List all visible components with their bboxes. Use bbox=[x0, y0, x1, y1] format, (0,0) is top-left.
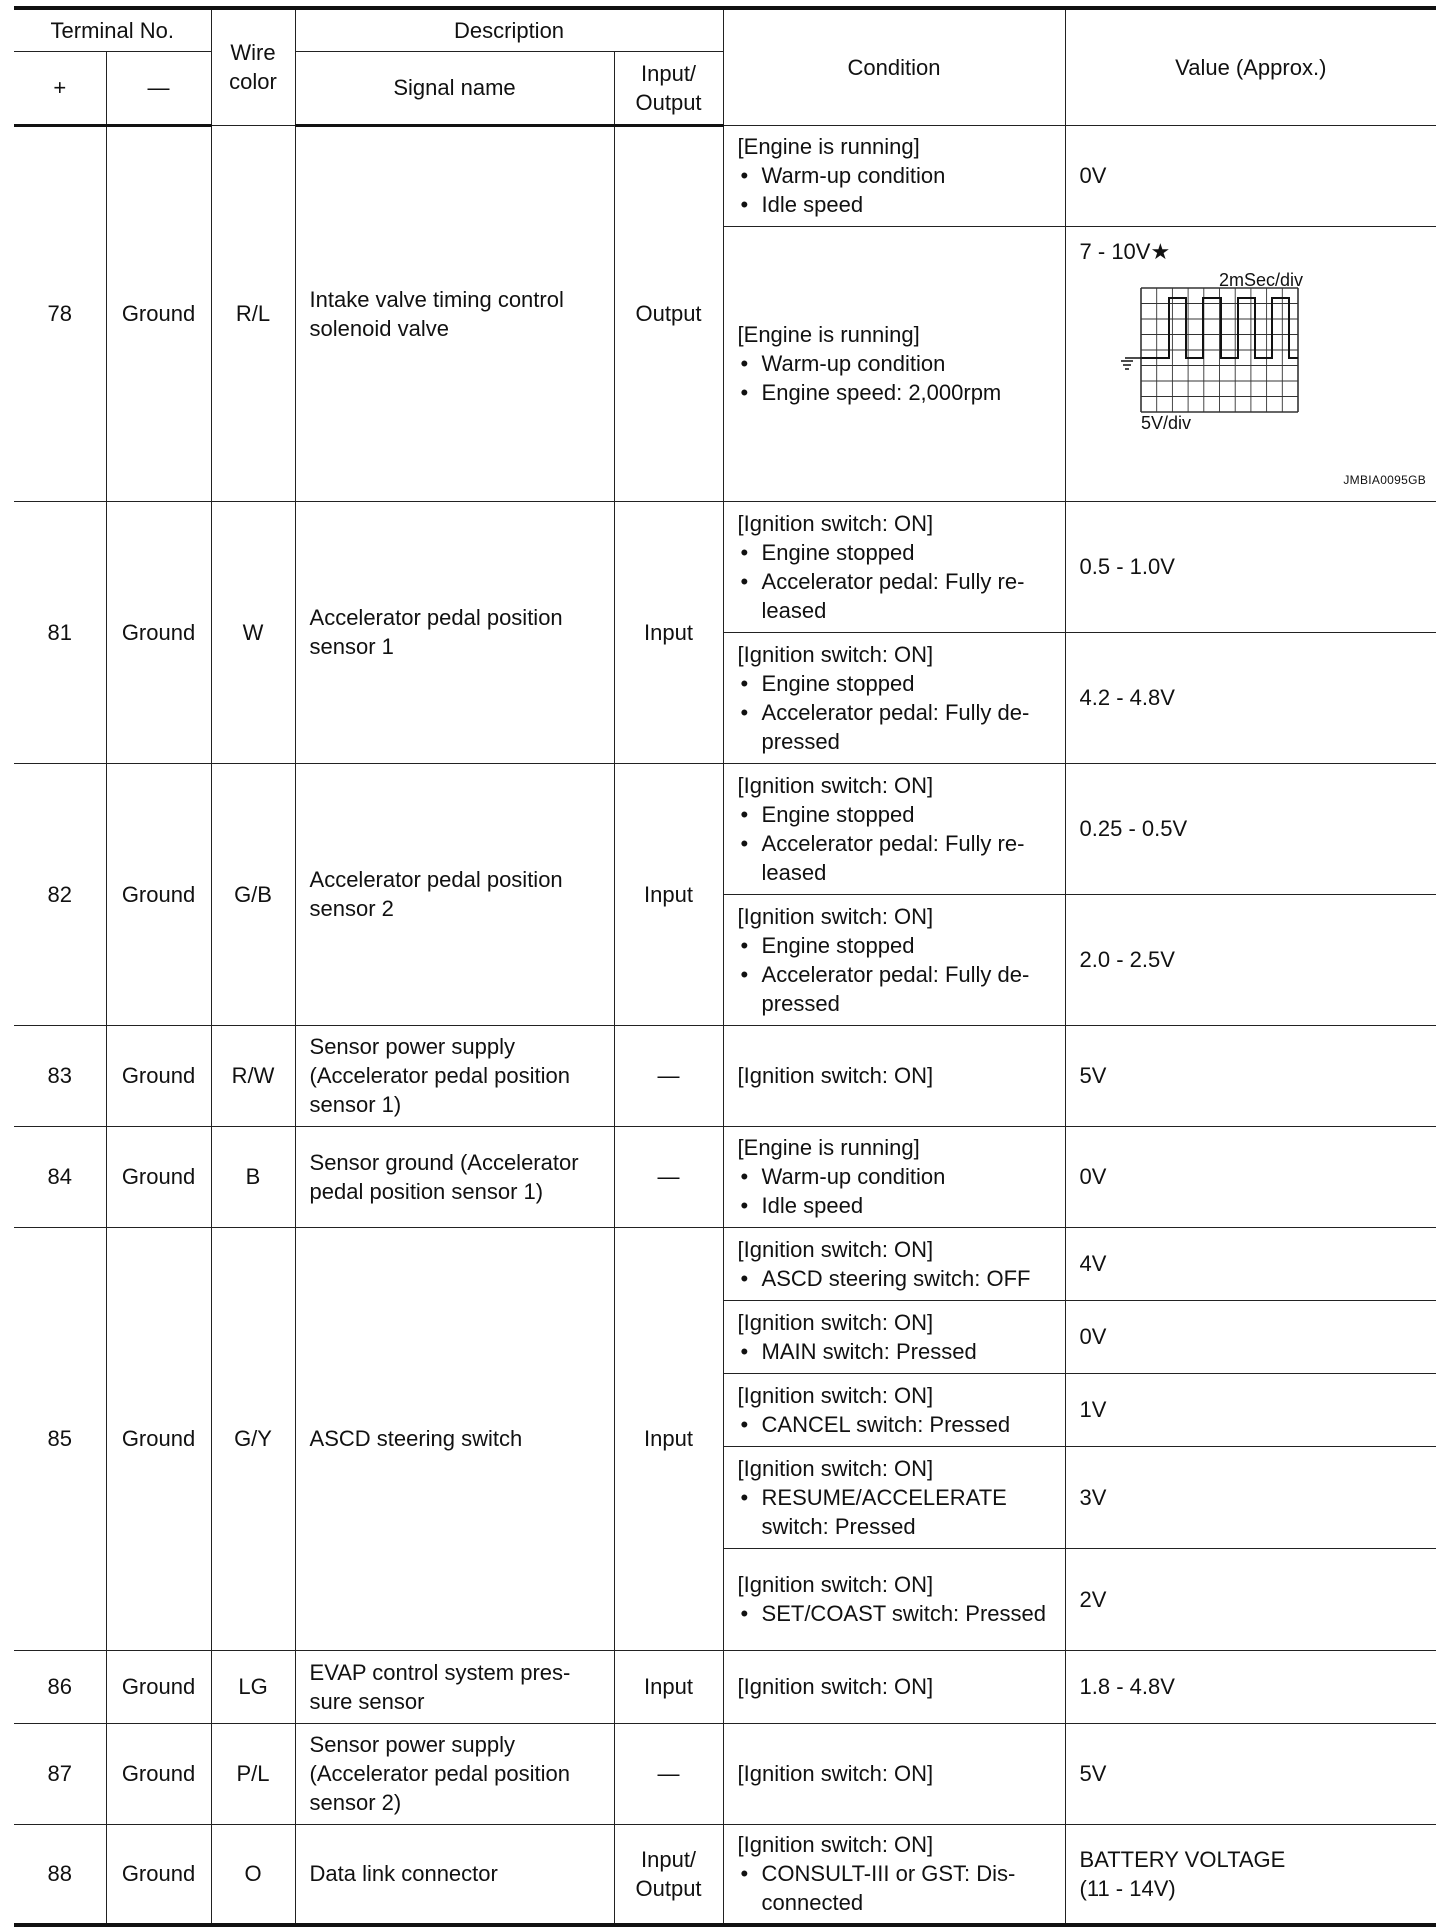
value-cell bbox=[1065, 1824, 1436, 1925]
waveform-grid bbox=[1141, 288, 1298, 412]
signal-name: Accelerator pedal position sensor 2 bbox=[295, 763, 614, 1025]
condition-cell bbox=[723, 1548, 1065, 1650]
condition-title: [Ignition switch: ON] bbox=[737, 1309, 934, 1335]
table-row bbox=[14, 1025, 1436, 1126]
terminal-plus: 85 bbox=[14, 1227, 106, 1650]
table-row bbox=[14, 1650, 1436, 1723]
condition-list bbox=[738, 1859, 1055, 1917]
condition-cell bbox=[723, 1824, 1065, 1925]
wire-color: G/B bbox=[211, 763, 295, 1025]
wire-color: W bbox=[211, 501, 295, 763]
wire-color: P/L bbox=[211, 1723, 295, 1824]
signal-name: Accelerator pedal position sensor 1 bbox=[295, 501, 614, 763]
header-minus: — bbox=[106, 51, 211, 125]
condition-title: [Ignition switch: ON] bbox=[737, 1832, 934, 1858]
condition-cell bbox=[723, 1650, 1065, 1723]
condition-item: • CONSULT-III or GST: Dis- connected bbox=[738, 1859, 1055, 1917]
value-cell: 4.2 - 4.8V bbox=[1065, 632, 1436, 763]
terminal-table bbox=[14, 6, 1436, 1927]
terminal-minus: Ground bbox=[106, 1227, 211, 1650]
table-row bbox=[14, 1126, 1436, 1227]
condition-item: • Warm-up condition bbox=[738, 1162, 1055, 1191]
wire-color: B bbox=[211, 1126, 295, 1227]
condition-list bbox=[738, 669, 1055, 756]
signal-name: Data link connector bbox=[295, 1824, 614, 1925]
terminal-plus: 88 bbox=[14, 1824, 106, 1925]
value-cell: 1.8 - 4.8V bbox=[1065, 1650, 1436, 1723]
condition-item: • Warm-up condition bbox=[738, 349, 1055, 378]
figure-code: JMBIA0095GB bbox=[1343, 472, 1427, 487]
condition-list bbox=[738, 1483, 1055, 1541]
condition-title: [Ignition switch: ON] bbox=[737, 903, 934, 929]
condition-cell bbox=[723, 226, 1065, 501]
header-condition: Condition bbox=[723, 8, 1065, 125]
value-cell: 3V bbox=[1065, 1446, 1436, 1548]
input-output: Output bbox=[614, 125, 723, 501]
header-signal-name: Signal name bbox=[295, 51, 614, 125]
input-output: Input bbox=[614, 501, 723, 763]
terminal-plus: 81 bbox=[14, 501, 106, 763]
signal-name: ASCD steering switch bbox=[295, 1227, 614, 1650]
condition-item: • Idle speed bbox=[738, 190, 1055, 219]
header-plus: + bbox=[14, 51, 106, 125]
condition-item: • Engine stopped bbox=[738, 931, 1055, 960]
header-description: Description bbox=[295, 8, 723, 51]
condition-item: • Accelerator pedal: Fully re- leased bbox=[738, 829, 1055, 887]
condition-list bbox=[738, 1264, 1055, 1293]
condition-list bbox=[738, 800, 1055, 887]
time-div-label: 2mSec/div bbox=[1218, 269, 1303, 290]
waveform-cell bbox=[1065, 226, 1436, 501]
waveform-graph bbox=[1066, 227, 1437, 502]
condition-item: • CANCEL switch: Pressed bbox=[738, 1410, 1055, 1439]
value-line: (11 - 14V) bbox=[1079, 1875, 1176, 1901]
condition-item: • SET/COAST switch: Pressed bbox=[738, 1599, 1055, 1628]
terminal-minus: Ground bbox=[106, 1126, 211, 1227]
condition-item: • RESUME/ACCELERATE switch: Pressed bbox=[738, 1483, 1055, 1541]
terminal-plus: 84 bbox=[14, 1126, 106, 1227]
condition-cell bbox=[723, 763, 1065, 894]
condition-list bbox=[738, 1599, 1055, 1628]
condition-item: • Accelerator pedal: Fully re- leased bbox=[738, 567, 1055, 625]
wire-color: O bbox=[211, 1824, 295, 1925]
value-line: BATTERY VOLTAGE bbox=[1079, 1846, 1286, 1872]
signal-name: Intake valve timing control solenoid valve bbox=[295, 125, 614, 501]
value-cell: 0V bbox=[1065, 125, 1436, 226]
table-row bbox=[14, 1723, 1436, 1824]
condition-title: [Ignition switch: ON] bbox=[737, 1455, 934, 1481]
value-cell: 1V bbox=[1065, 1373, 1436, 1446]
input-output: — bbox=[614, 1025, 723, 1126]
value-cell: 5V bbox=[1065, 1025, 1436, 1126]
condition-cell bbox=[723, 501, 1065, 632]
input-output: — bbox=[614, 1723, 723, 1824]
terminal-plus: 78 bbox=[14, 125, 106, 501]
value-cell: 0V bbox=[1065, 1126, 1436, 1227]
condition-item: • Engine speed: 2,000rpm bbox=[738, 378, 1055, 407]
wire-color: G/Y bbox=[211, 1227, 295, 1650]
value-cell: 2.0 - 2.5V bbox=[1065, 894, 1436, 1025]
value-cell: 2V bbox=[1065, 1548, 1436, 1650]
condition-title: [Ignition switch: ON] bbox=[737, 1063, 934, 1088]
condition-list bbox=[738, 1162, 1055, 1220]
condition-title: [Ignition switch: ON] bbox=[737, 510, 934, 536]
terminal-plus: 82 bbox=[14, 763, 106, 1025]
condition-list bbox=[738, 538, 1055, 625]
terminal-minus: Ground bbox=[106, 501, 211, 763]
terminal-plus: 87 bbox=[14, 1723, 106, 1824]
condition-list bbox=[738, 1337, 1055, 1366]
table-row bbox=[14, 125, 1436, 226]
condition-list bbox=[738, 931, 1055, 1018]
condition-title: [Engine is running] bbox=[737, 1135, 920, 1160]
header-value: Value (Approx.) bbox=[1065, 8, 1436, 125]
condition-list bbox=[738, 1410, 1055, 1439]
wire-color: LG bbox=[211, 1650, 295, 1723]
table-row bbox=[14, 1227, 1436, 1300]
condition-item: • Accelerator pedal: Fully de- pressed bbox=[738, 698, 1055, 756]
value-cell: 4V bbox=[1065, 1227, 1436, 1300]
terminal-minus: Ground bbox=[106, 125, 211, 501]
condition-item: • Engine stopped bbox=[738, 800, 1055, 829]
condition-cell bbox=[723, 894, 1065, 1025]
condition-cell bbox=[723, 1025, 1065, 1126]
condition-item: • Accelerator pedal: Fully de- pressed bbox=[738, 960, 1055, 1018]
wire-color: R/L bbox=[211, 125, 295, 501]
ground-symbol-icon bbox=[1121, 358, 1141, 369]
signal-name: Sensor power supply (Accelerator pedal position sensor 2) bbox=[295, 1723, 614, 1824]
condition-title: [Ignition switch: ON] bbox=[737, 1382, 934, 1408]
input-output: Input bbox=[614, 1227, 723, 1650]
signal-name: Sensor ground (Accelerator pedal position sensor 1) bbox=[295, 1126, 614, 1227]
value-number: 7 - 10V bbox=[1079, 238, 1151, 264]
header-wire-color: Wire color bbox=[211, 8, 295, 125]
value-cell: 5V bbox=[1065, 1723, 1436, 1824]
input-output: — bbox=[614, 1126, 723, 1227]
input-output: Input bbox=[614, 763, 723, 1025]
condition-title: [Engine is running] bbox=[737, 322, 920, 347]
terminal-minus: Ground bbox=[106, 1650, 211, 1723]
value-cell: 0V bbox=[1065, 1300, 1436, 1373]
condition-item: • Warm-up condition bbox=[738, 161, 1055, 190]
condition-title: [Ignition switch: ON] bbox=[737, 641, 934, 667]
wire-color: R/W bbox=[211, 1025, 295, 1126]
condition-title: [Engine is running] bbox=[737, 134, 920, 159]
condition-cell bbox=[723, 125, 1065, 226]
condition-cell bbox=[723, 1723, 1065, 1824]
condition-list bbox=[738, 161, 1055, 219]
value-cell: 0.25 - 0.5V bbox=[1065, 763, 1436, 894]
condition-title: [Ignition switch: ON] bbox=[737, 1236, 934, 1262]
condition-cell bbox=[723, 1373, 1065, 1446]
input-output: Input/ Output bbox=[614, 1824, 723, 1925]
terminal-plus: 86 bbox=[14, 1650, 106, 1723]
terminal-plus: 83 bbox=[14, 1025, 106, 1126]
condition-item: • MAIN switch: Pressed bbox=[738, 1337, 1055, 1366]
condition-item: • ASCD steering switch: OFF bbox=[738, 1264, 1055, 1293]
signal-name: EVAP control system pres- sure sensor bbox=[295, 1650, 614, 1723]
condition-title: [Ignition switch: ON] bbox=[737, 1572, 934, 1597]
terminal-minus: Ground bbox=[106, 763, 211, 1025]
terminal-minus: Ground bbox=[106, 1824, 211, 1925]
condition-list bbox=[738, 349, 1055, 407]
terminal-minus: Ground bbox=[106, 1025, 211, 1126]
condition-cell bbox=[723, 632, 1065, 763]
condition-title: [Ignition switch: ON] bbox=[737, 1674, 934, 1699]
condition-item: • Idle speed bbox=[738, 1191, 1055, 1220]
condition-cell bbox=[723, 1300, 1065, 1373]
value-cell: 0.5 - 1.0V bbox=[1065, 501, 1436, 632]
table-row bbox=[14, 501, 1436, 632]
volt-div-label: 5V/div bbox=[1140, 412, 1191, 433]
condition-cell bbox=[723, 1446, 1065, 1548]
table-row bbox=[14, 763, 1436, 894]
header-input-output: Input/ Output bbox=[614, 51, 723, 125]
condition-cell bbox=[723, 1227, 1065, 1300]
condition-title: [Ignition switch: ON] bbox=[737, 772, 934, 798]
terminal-minus: Ground bbox=[106, 1723, 211, 1824]
signal-name: Sensor power supply (Accelerator pedal position sensor 1) bbox=[295, 1025, 614, 1126]
condition-cell bbox=[723, 1126, 1065, 1227]
table-row bbox=[14, 1824, 1436, 1925]
condition-title: [Ignition switch: ON] bbox=[737, 1761, 934, 1786]
header-terminal-no: Terminal No. bbox=[14, 8, 211, 51]
input-output: Input bbox=[614, 1650, 723, 1723]
condition-item: • Engine stopped bbox=[738, 669, 1055, 698]
star-icon: ★ bbox=[1150, 238, 1171, 264]
condition-item: • Engine stopped bbox=[738, 538, 1055, 567]
